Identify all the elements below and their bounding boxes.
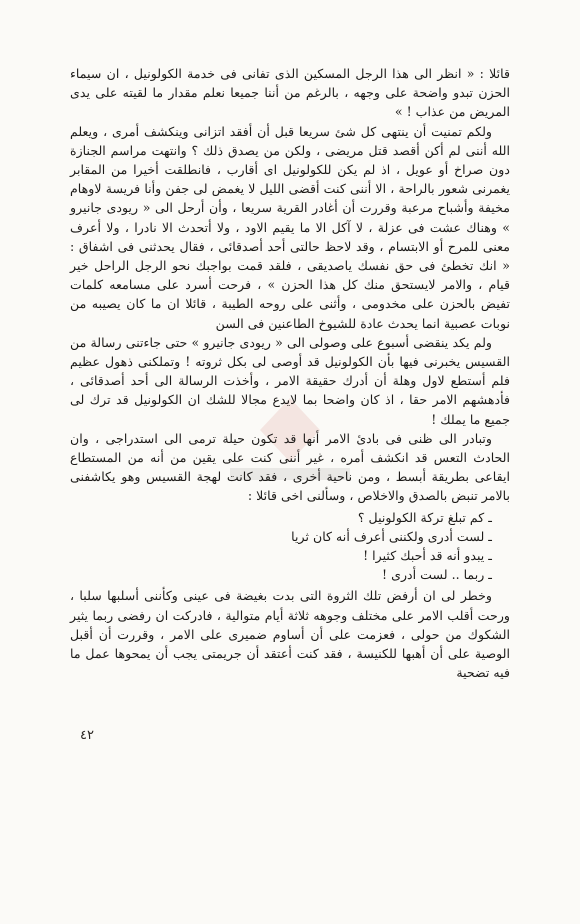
dialogue-line: ـ لست أدرى ولكننى أعرف أنه كان ثريا: [291, 528, 492, 544]
dialogue-list: [70, 508, 510, 585]
page-number: ٤٢: [80, 728, 94, 743]
dialogue-line: ـ يبدو أنه قد أحبك كثيرا !: [363, 548, 492, 564]
closing-paragraph: وخطر لى ان أرفض تلك الثروة التى بدت بغيضة فى عينى وكأننى أسلبها سلبا ، ورحت أقلب الامر على مختلف وجوهه ثلاثة أيام متوالية ، فادركت ان رفضى ربما يثير الشكوك من حولى ، فعزمت على أن أساوم ضميرى على الامر ، وقررت أن أقبل الوصية على أن أهبها للكنيسة ، فقد كنت أعتقد أن جريمتى يجب أن يمحوها عمل ما فيه تضحية: [70, 588, 510, 681]
paragraph-3: ولم يكد ينقضى أسبوع على وصولى الى « ريودى جانيرو » حتى جاءتنى رسالة من القسيس يخبرنى فيها بأن الكولونيل قد أوصى لى بكل ثروته ! وتملكنى ذهول عظيم فلم أستطع لاول وهلة أن أدرك حقيقة الامر ، وأخذت الرسالة الى أحد أصدقائى ، فأدهشهم الامر حقا ، اذ كان واضحا بما لايدع مجالا للشك ان الكولونيل قد ترك لى جميع ما يملك !: [70, 334, 510, 427]
dialogue-line: ـ ربما .. لست أدرى !: [382, 567, 492, 583]
page-body: [70, 64, 510, 683]
paragraph-2: ولكم تمنيت أن ينتهى كل شئ سريعا قبل أن أفقد اتزانى وينكشف أمرى ، ويعلم الله أننى لم أكن أقصد قتل مريضى ، ولكن من يصدق ذلك ؟ وانتهت مراسم الجنازة دون صراخ أو عويل ، اذ لم يكن للكولونيل اى أقارب ، فانطلقت أخيرا من المقابر يغمرنى شعور بالراحة ، الا أننى كنت أقضى الليل لا يغمض لى جفن وأنا فريسة لاوهام مخيفة وأشباح مرعبة وقررت أن أغادر القرية سريعا ، وأن أرحل الى « ريودى جانيرو » وهناك عشت فى عزلة ، لا آكل الا ما يقيم الاود ، ولا أتحدث الا نادرا ، ولا أعرف معنى للمرح أو الابتسام ، وقد لاحظ حالتى أحد أصدقائى ، فقال يحدثنى فى اشفاق : « انك تخطئ فى حق نفسك ياصديقى ، فلقد قمت بواجبك نحو الرجل الراحل خير قيام ، والامر لايستحق منك كل هذا الحزن » ، فرحت أسرد على مسامعه كلمات تفيض بالحزن على مخدومى ، وأثنى على روحه الطيبة ، قائلا ان ما كان يصيبه من نوبات عصبية انما يحدث عادة للشيوخ الطاعنين فى السن: [70, 123, 510, 331]
paragraph-4: وتبادر الى ظنى فى بادئ الامر أنها قد تكون حيلة ترمى الى استدراجى ، وان الحادث التعس قد انكشف أمره ، غير أننى كنت على يقين من أنه من المستطاع ايقاعى بطريقة أبسط ، ومن ناحية أخرى ، فقد كانت لهجة القسيس وهو يكاشفنى بالامر تنبض بالصدق والاخلاص ، وسألنى اخى قائلا :: [70, 430, 510, 504]
paragraph-1: قائلا : « انظر الى هذا الرجل المسكين الذى تفانى فى خدمة الكولونيل ، ان سيماء الحزن تبدو واضحة على وجهه ، بالرغم من أننا جميعا نعلم مقدار ما لقيته على يدى المريض من عذاب ! »: [70, 66, 510, 120]
dialogue-line: ـ كم تبلغ تركة الكولونيل ؟: [357, 509, 492, 525]
